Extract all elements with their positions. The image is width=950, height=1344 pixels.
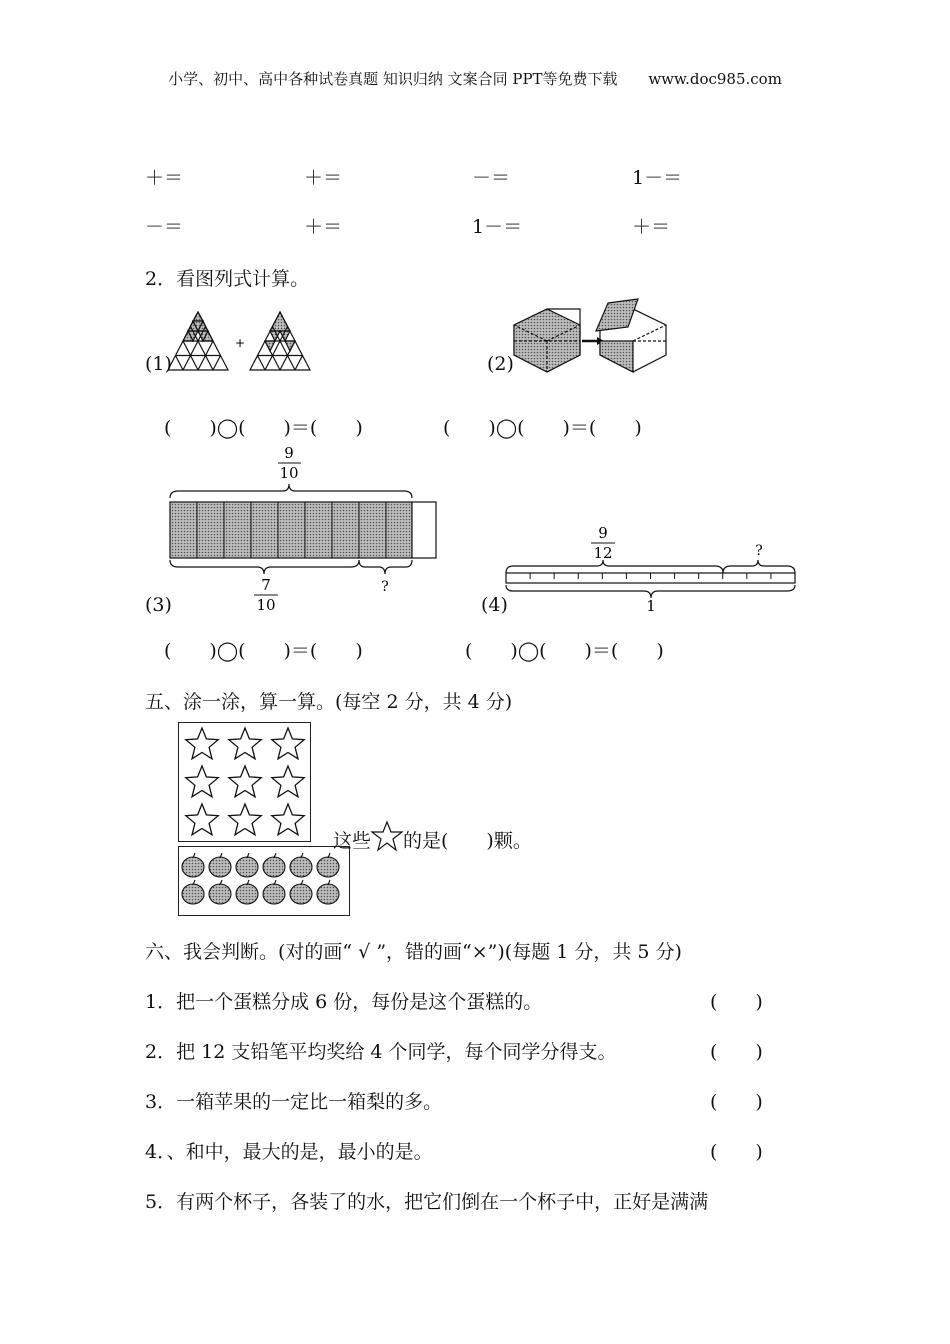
fig4-top-brace (506, 560, 723, 573)
fig3-bar (168, 446, 443, 616)
star-shape (229, 766, 261, 797)
judge-item-3: 3．一箱苹果的一定比一箱梨的多。 (145, 1091, 443, 1113)
fig3-top-num: 9 (284, 444, 294, 462)
judge-answer-2[interactable]: ( ) (710, 1041, 763, 1063)
judge-item-4: 4．、和中，最大的是，最小的是。 (145, 1141, 433, 1163)
star-shape (186, 766, 218, 797)
fig4-question: ? (755, 543, 763, 559)
fig3-top-brace (170, 484, 412, 498)
stars-box (178, 722, 311, 842)
fig2-hexagons (512, 297, 672, 377)
apple-icon (290, 880, 312, 904)
section5-question (333, 821, 532, 853)
answer-fig4[interactable]: ( )◯( )＝( ) (465, 640, 664, 662)
apple-icon (209, 880, 231, 904)
star-shape (229, 728, 261, 759)
apple-icon (236, 880, 258, 904)
judge-answer-3[interactable]: ( ) (710, 1091, 763, 1113)
fig4-label: (4) (481, 594, 508, 616)
section5-title: 五、涂一涂，算一算。(每空 2 分，共 4 分) (145, 691, 513, 713)
star-icon (371, 821, 403, 851)
page-header (0, 68, 950, 89)
star-shape (272, 728, 304, 759)
hexagon-right (596, 299, 666, 372)
expr-2-2: ＋＝ (304, 216, 343, 238)
fig4-top-den: 12 (593, 544, 613, 562)
apple-icon (263, 880, 285, 904)
fig1-plus: + (235, 336, 246, 350)
judge-item-2: 2．把 12 支铅笔平均奖给 4 个同学，每个同学分得支。 (145, 1041, 617, 1063)
section6-title: 六、我会判断。(对的画“ √ ”，错的画“×”)(每题 1 分，共 5 分) (145, 941, 682, 963)
header-site: www.doc985.com (648, 70, 782, 88)
star-shape (186, 728, 218, 759)
fig3-bottom-brace-right (359, 560, 412, 574)
star-shape (186, 804, 218, 835)
answer-fig2[interactable]: ( )◯( )＝( ) (443, 417, 642, 439)
triangle-right (250, 312, 310, 370)
judge-item-1: 1．把一个蛋糕分成 6 份，每份是这个蛋糕的。 (145, 991, 543, 1013)
fig4-number-line (503, 522, 798, 614)
q2-title: 2．看图列式计算。 (145, 268, 310, 290)
judge-answer-4[interactable]: ( ) (710, 1141, 763, 1163)
fig3-bottom-num: 7 (261, 576, 271, 594)
expr-1-4: 1－＝ (632, 167, 683, 189)
fig1-triangles (168, 312, 313, 372)
expr-2-4: ＋＝ (632, 216, 671, 238)
apple-icon (209, 853, 231, 877)
hexagon-left (514, 309, 580, 372)
expr-2-1: －＝ (145, 216, 184, 238)
triangle-left (168, 312, 228, 370)
expr-2-3: 1－＝ (472, 216, 523, 238)
answer-fig3[interactable]: ( )◯( )＝( ) (164, 640, 363, 662)
header-text: 小学、初中、高中各种试卷真题 知识归纳 文案合同 PPT等免费下载 (168, 70, 618, 88)
fig4-whole: 1 (646, 597, 656, 615)
expr-1-3: －＝ (472, 167, 511, 189)
apple-icon (290, 853, 312, 877)
fig3-top-den: 10 (279, 464, 299, 482)
apple-icon (263, 853, 285, 877)
section5-text-before: 这些 (333, 830, 372, 852)
fig4-top-num: 9 (598, 524, 608, 542)
judge-answer-1[interactable]: ( ) (710, 991, 763, 1013)
answer-fig1[interactable]: ( )◯( )＝( ) (164, 417, 363, 439)
fig2-label: (2) (487, 353, 514, 375)
fig1-label: (1) (145, 353, 172, 375)
expr-1-1: ＋＝ (145, 167, 184, 189)
judge-item-5: 5．有两个杯子，各装了的水，把它们倒在一个杯子中，正好是满满 (145, 1191, 709, 1213)
star-shape (272, 804, 304, 835)
apples-box (178, 846, 350, 916)
expr-1-2: ＋＝ (304, 167, 343, 189)
fig3-bottom-den: 10 (256, 596, 276, 614)
star-shape (229, 804, 261, 835)
section5-text-after: 的是( )颗。 (403, 830, 532, 852)
star-shape (272, 766, 304, 797)
fig4-top-brace-right (723, 560, 795, 573)
fig3-question: ? (381, 579, 389, 595)
apple-icon (317, 853, 339, 877)
apple-icon (236, 853, 258, 877)
apple-icon (182, 853, 204, 877)
apple-icon (182, 880, 204, 904)
fig3-bottom-brace-left (170, 560, 359, 574)
apple-icon (317, 880, 339, 904)
fig3-label: (3) (145, 594, 172, 616)
